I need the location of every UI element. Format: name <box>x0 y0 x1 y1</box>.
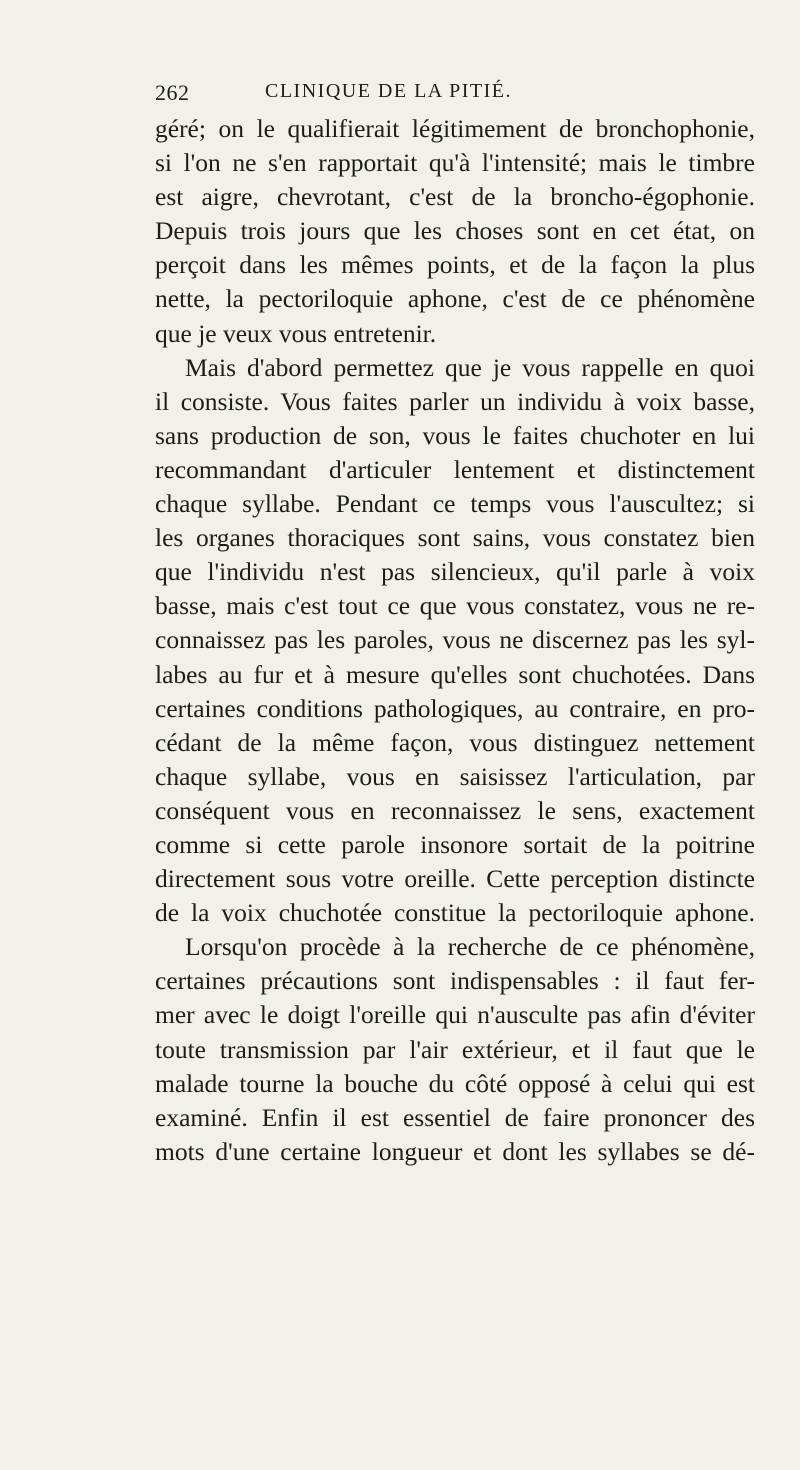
running-head <box>155 80 715 110</box>
page-number: 262 <box>155 80 190 105</box>
text-line: perçoit dans les mêmes points, et de la façon la plus <box>155 250 755 280</box>
paragraph-end-line: que je veux vous entretenir. <box>155 318 437 348</box>
text-line: examiné. Enfin il est essentiel de faire prononcer des <box>155 1102 755 1132</box>
text-line: comme si cette parole insonore sortait de la poitrine <box>155 829 755 859</box>
text-line: chaque syllabe, vous en saisissez l'articulation, par <box>155 761 755 791</box>
body-text <box>155 112 755 1169</box>
text-line: toute transmission par l'air extérieur, et il faut que le <box>155 1034 755 1064</box>
text-line: malade tourne la bouche du côté opposé à celui qui est <box>155 1068 755 1098</box>
text-line: mer avec le doigt l'oreille qui n'ausculte pas afin d'éviter <box>155 1000 755 1030</box>
text-line: labes au fur et à mesure qu'elles sont chuchotées. Dans <box>155 659 755 689</box>
running-title: CLINIQUE DE LA PITIÉ. <box>265 80 513 102</box>
text-line: certaines précautions sont indispensables : il faut fer- <box>155 966 755 996</box>
text-line: les organes thoraciques sont sains, vous constatez bien <box>155 523 755 553</box>
text-line: recommandant d'articuler lentement et distinctement <box>155 454 755 484</box>
text-line: que l'individu n'est pas silencieux, qu'il parle à voix <box>155 557 755 587</box>
text-line: il consiste. Vous faites parler un individu à voix basse, <box>155 386 755 416</box>
text-line: si l'on ne s'en rapportait qu'à l'intensité; mais le timbre <box>155 148 755 178</box>
text-line: directement sous votre oreille. Cette perception distincte <box>155 864 755 894</box>
text-line: chaque syllabe. Pendant ce temps vous l'auscultez; si <box>155 489 755 519</box>
paragraph-end-line: de la voix chuchotée constitue la pectoriloquie aphone. <box>155 898 755 928</box>
text-line: nette, la pectoriloquie aphone, c'est de ce phénomène <box>155 284 755 314</box>
text-line: mots d'une certaine longueur et dont les syllabes se dé- <box>155 1136 755 1166</box>
paragraph-start-line: Mais d'abord permettez que je vous rappelle en quoi <box>185 352 755 382</box>
text-line: Depuis trois jours que les choses sont en cet état, on <box>155 216 755 246</box>
paragraph-start-line: Lorsqu'on procède à la recherche de ce phénomène, <box>185 932 755 962</box>
text-line: cédant de la même façon, vous distinguez nettement <box>155 727 755 757</box>
text-line: basse, mais c'est tout ce que vous constatez, vous ne re- <box>155 591 755 621</box>
text-line: conséquent vous en reconnaissez le sens, exactement <box>155 795 755 825</box>
text-line: connaissez pas les paroles, vous ne discernez pas les syl- <box>155 625 755 655</box>
text-line: est aigre, chevrotant, c'est de la broncho-égophonie. <box>155 182 755 212</box>
text-line: sans production de son, vous le faites chuchoter en lui <box>155 420 755 450</box>
text-line: géré; on le qualifierait légitimement de bronchophonie, <box>155 114 755 143</box>
text-line: certaines conditions pathologiques, au contraire, en pro- <box>155 693 755 723</box>
